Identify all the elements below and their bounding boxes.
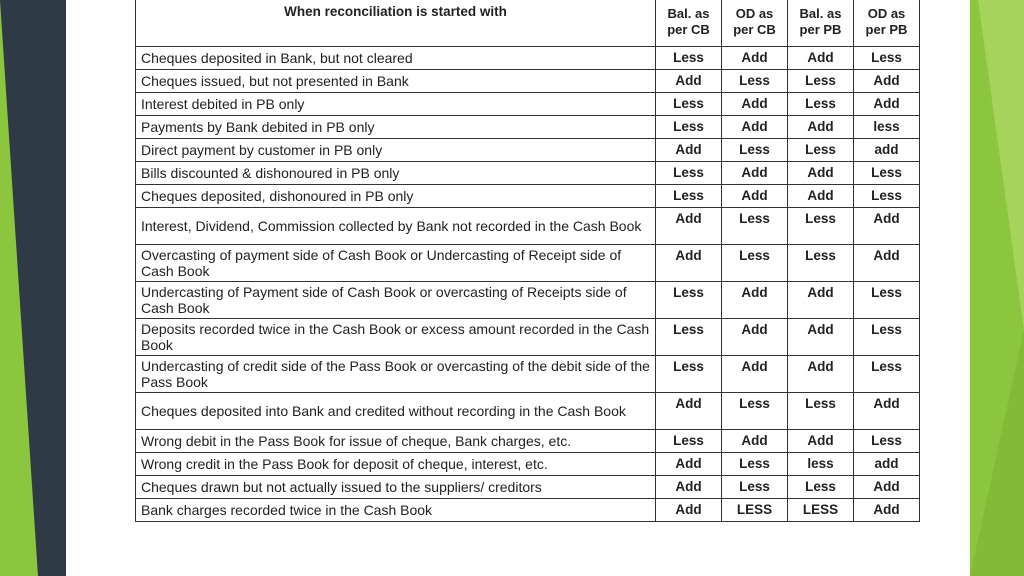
value-bal-pb: Add — [788, 162, 854, 185]
value-bal-cb: Add — [656, 393, 722, 430]
value-bal-cb: Less — [656, 356, 722, 393]
right-decor-panel — [970, 0, 1024, 576]
value-od-pb: Less — [854, 185, 920, 208]
table-row — [136, 185, 920, 208]
value-bal-pb: Add — [788, 356, 854, 393]
value-bal-cb: Add — [656, 70, 722, 93]
row-description: Wrong debit in the Pass Book for issue of cheque, Bank charges, etc. — [136, 430, 656, 453]
row-description: Cheques issued, but not presented in Bank — [136, 70, 656, 93]
value-od-pb: Add — [854, 476, 920, 499]
value-od-cb: Add — [722, 430, 788, 453]
table-row — [136, 93, 920, 116]
value-od-cb: Less — [722, 208, 788, 245]
value-bal-pb: Less — [788, 70, 854, 93]
value-od-cb: Add — [722, 319, 788, 356]
row-description: Cheques drawn but not actually issued to the suppliers/ creditors — [136, 476, 656, 499]
table-row — [136, 162, 920, 185]
value-bal-pb: Add — [788, 116, 854, 139]
row-description: Payments by Bank debited in PB only — [136, 116, 656, 139]
value-od-cb: Add — [722, 162, 788, 185]
reconciliation-table — [135, 0, 920, 522]
value-bal-cb: Add — [656, 499, 722, 522]
value-bal-pb: Less — [788, 393, 854, 430]
value-bal-cb: Add — [656, 208, 722, 245]
value-bal-pb: LESS — [788, 499, 854, 522]
table-row — [136, 70, 920, 93]
value-od-pb: Add — [854, 499, 920, 522]
value-od-pb: Add — [854, 70, 920, 93]
value-od-pb: add — [854, 139, 920, 162]
header-od-pb: OD as per PB — [854, 0, 920, 47]
value-od-pb: Add — [854, 393, 920, 430]
table-row — [136, 208, 920, 245]
value-bal-pb: Add — [788, 47, 854, 70]
value-od-cb: Less — [722, 139, 788, 162]
row-description: Cheques deposited in Bank, but not cleared — [136, 47, 656, 70]
value-bal-pb: Add — [788, 430, 854, 453]
value-bal-cb: Less — [656, 282, 722, 319]
header-od-cb: OD as per CB — [722, 0, 788, 47]
value-od-pb: less — [854, 116, 920, 139]
table-row — [136, 356, 920, 393]
value-od-cb: Less — [722, 245, 788, 282]
value-bal-cb: Less — [656, 93, 722, 116]
value-od-pb: Add — [854, 93, 920, 116]
right-light-facet — [978, 0, 1024, 330]
value-od-pb: Less — [854, 430, 920, 453]
table-row — [136, 245, 920, 282]
value-bal-cb: Add — [656, 139, 722, 162]
value-od-cb: Less — [722, 453, 788, 476]
table-row — [136, 453, 920, 476]
value-bal-pb: Less — [788, 476, 854, 499]
table-row — [136, 47, 920, 70]
value-bal-cb: Add — [656, 245, 722, 282]
value-od-cb: Add — [722, 185, 788, 208]
left-green-accent — [0, 0, 38, 576]
header-row — [136, 0, 920, 47]
value-od-pb: Add — [854, 208, 920, 245]
value-od-pb: Less — [854, 47, 920, 70]
value-bal-pb: Add — [788, 282, 854, 319]
table-row — [136, 476, 920, 499]
value-od-pb: Add — [854, 245, 920, 282]
table-row — [136, 116, 920, 139]
table-row — [136, 499, 920, 522]
table-row — [136, 282, 920, 319]
row-description: Direct payment by customer in PB only — [136, 139, 656, 162]
value-bal-pb: Less — [788, 245, 854, 282]
value-od-cb: LESS — [722, 499, 788, 522]
row-description: Undercasting of Payment side of Cash Book or overcasting of Receipts side of Cash Book — [136, 282, 656, 319]
value-od-pb: Less — [854, 282, 920, 319]
value-od-cb: Add — [722, 47, 788, 70]
row-description: Bills discounted & dishonoured in PB only — [136, 162, 656, 185]
header-description: When reconciliation is started with — [136, 0, 656, 47]
header-bal-pb: Bal. as per PB — [788, 0, 854, 47]
value-bal-cb: Less — [656, 116, 722, 139]
table-row — [136, 430, 920, 453]
value-bal-cb: Less — [656, 319, 722, 356]
left-decor-panel — [0, 0, 66, 576]
table-row — [136, 319, 920, 356]
header-bal-cb: Bal. as per CB — [656, 0, 722, 47]
value-bal-cb: Add — [656, 453, 722, 476]
row-description: Interest debited in PB only — [136, 93, 656, 116]
row-description: Deposits recorded twice in the Cash Book or excess amount recorded in the Cash Book — [136, 319, 656, 356]
value-bal-pb: Less — [788, 139, 854, 162]
value-od-pb: Less — [854, 319, 920, 356]
value-od-cb: Add — [722, 356, 788, 393]
value-od-cb: Less — [722, 70, 788, 93]
row-description: Bank charges recorded twice in the Cash Book — [136, 499, 656, 522]
value-bal-pb: Add — [788, 319, 854, 356]
row-description: Overcasting of payment side of Cash Book or Undercasting of Receipt side of Cash Book — [136, 245, 656, 282]
value-od-cb: Add — [722, 282, 788, 319]
row-description: Wrong credit in the Pass Book for deposit of cheque, interest, etc. — [136, 453, 656, 476]
table-row — [136, 139, 920, 162]
value-od-pb: add — [854, 453, 920, 476]
value-od-cb: Less — [722, 393, 788, 430]
value-od-cb: Less — [722, 476, 788, 499]
value-bal-pb: Add — [788, 185, 854, 208]
row-description: Cheques deposited, dishonoured in PB only — [136, 185, 656, 208]
value-od-pb: Less — [854, 162, 920, 185]
row-description: Cheques deposited into Bank and credited without recording in the Cash Book — [136, 393, 656, 430]
value-bal-cb: Less — [656, 185, 722, 208]
value-od-pb: Less — [854, 356, 920, 393]
value-bal-cb: Less — [656, 430, 722, 453]
value-bal-cb: Less — [656, 47, 722, 70]
value-od-cb: Add — [722, 116, 788, 139]
value-bal-cb: Less — [656, 162, 722, 185]
value-bal-cb: Add — [656, 476, 722, 499]
value-bal-pb: Less — [788, 208, 854, 245]
table-row — [136, 393, 920, 430]
value-od-cb: Add — [722, 93, 788, 116]
value-bal-pb: less — [788, 453, 854, 476]
right-dark-facet — [970, 330, 1024, 576]
value-bal-pb: Less — [788, 93, 854, 116]
row-description: Interest, Dividend, Commission collected by Bank not recorded in the Cash Book — [136, 208, 656, 245]
row-description: Undercasting of credit side of the Pass Book or overcasting of the debit side of the Pass Book — [136, 356, 656, 393]
